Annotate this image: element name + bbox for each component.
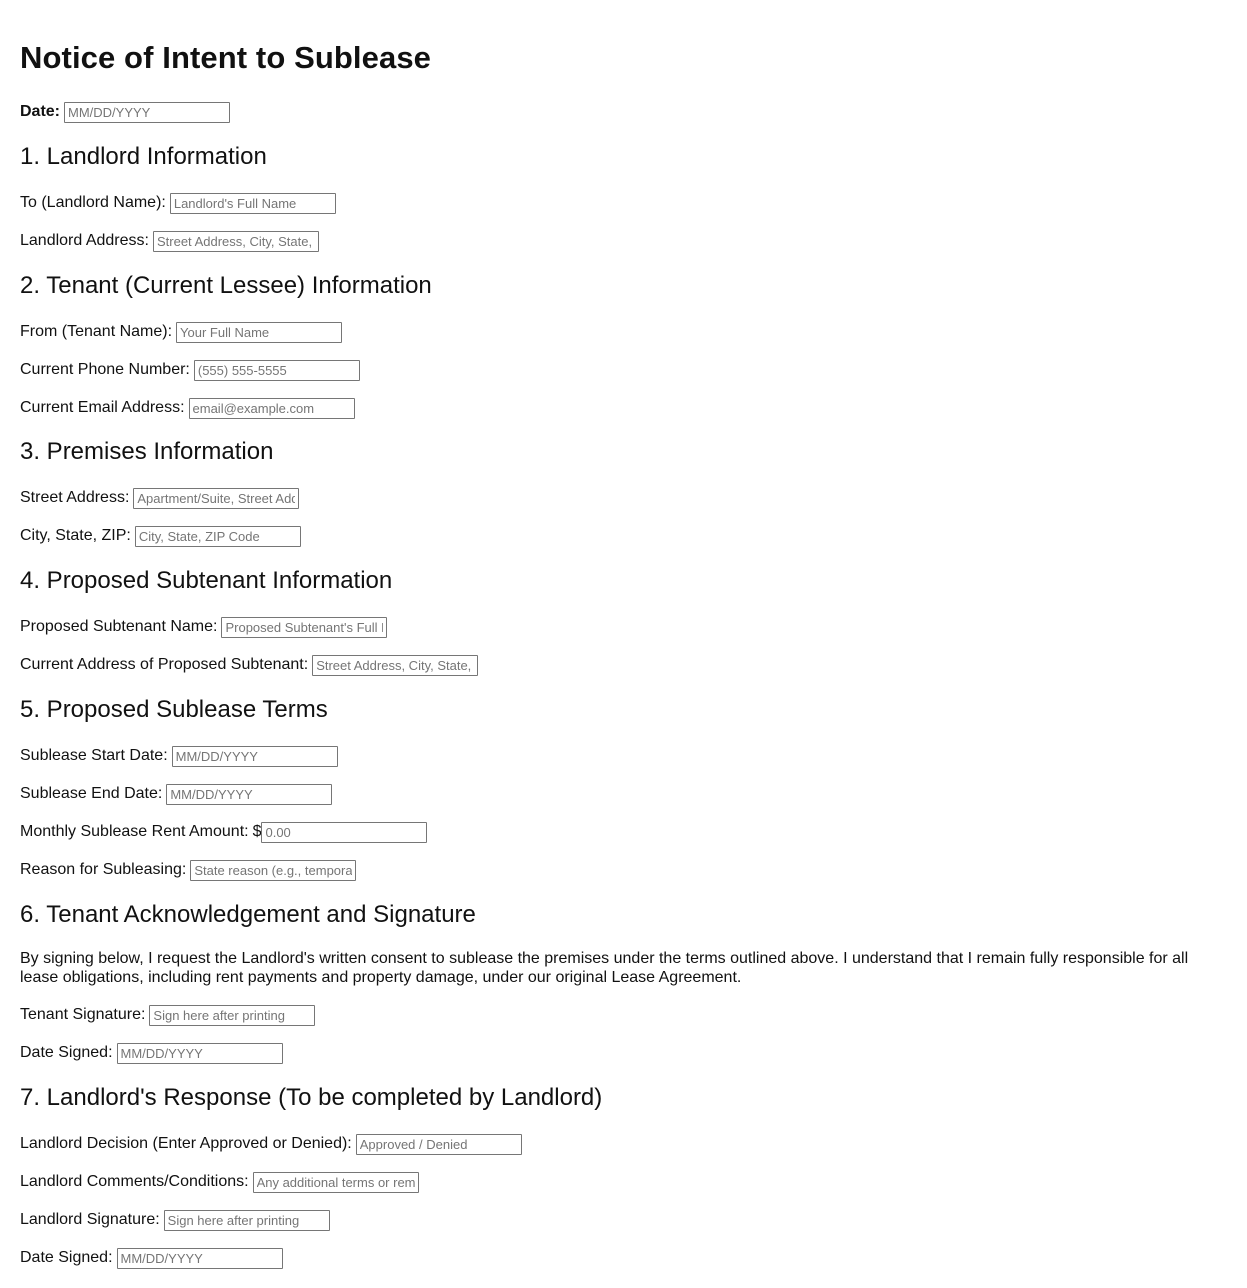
- section-heading-landlord: 1. Landlord Information: [20, 143, 267, 170]
- tenant-phone-input[interactable]: [194, 360, 360, 381]
- sublease-reason-label: Reason for Subleasing:: [20, 861, 187, 878]
- tenant-signature-input[interactable]: [149, 1005, 315, 1026]
- tenant-email-input[interactable]: [189, 398, 355, 419]
- section-heading-acknowledgement: 6. Tenant Acknowledgement and Signature: [20, 901, 476, 928]
- premises-city-label: City, State, ZIP:: [20, 527, 131, 544]
- subtenant-address-label: Current Address of Proposed Subtenant:: [20, 656, 309, 673]
- landlord-comments-input[interactable]: [253, 1172, 419, 1193]
- section-heading-premises: 3. Premises Information: [20, 438, 274, 465]
- landlord-date-signed-row: [20, 1247, 283, 1269]
- landlord-address-label: Landlord Address:: [20, 232, 149, 249]
- subtenant-address-input[interactable]: [312, 655, 478, 676]
- subtenant-address-row: [20, 654, 478, 676]
- sublease-end-row: [20, 783, 332, 805]
- sublease-end-input[interactable]: [166, 784, 332, 805]
- landlord-address-input[interactable]: [153, 231, 319, 252]
- tenant-date-signed-input[interactable]: [117, 1043, 283, 1064]
- section-heading-response: 7. Landlord's Response (To be completed by Landlord): [20, 1084, 603, 1111]
- sublease-reason-input[interactable]: [190, 860, 356, 881]
- landlord-signature-row: [20, 1209, 330, 1231]
- tenant-date-signed-label: Date Signed:: [20, 1044, 113, 1061]
- subtenant-name-input[interactable]: [221, 617, 387, 638]
- landlord-date-signed-label: Date Signed:: [20, 1249, 113, 1266]
- sublease-reason-row: [20, 859, 356, 881]
- premises-city-input[interactable]: [135, 526, 301, 547]
- premises-street-row: [20, 487, 299, 509]
- section-heading-terms: 5. Proposed Sublease Terms: [20, 696, 328, 723]
- sublease-rent-input[interactable]: [261, 822, 427, 843]
- sublease-start-input[interactable]: [172, 746, 338, 767]
- sublease-start-row: [20, 745, 338, 767]
- date-row: [20, 101, 230, 123]
- landlord-signature-label: Landlord Signature:: [20, 1211, 160, 1228]
- tenant-phone-row: [20, 359, 360, 381]
- landlord-address-row: [20, 230, 319, 252]
- tenant-date-signed-row: [20, 1042, 283, 1064]
- landlord-name-input[interactable]: [170, 193, 336, 214]
- premises-city-row: [20, 525, 301, 547]
- tenant-email-label: Current Email Address:: [20, 399, 185, 416]
- sublease-start-label: Sublease Start Date:: [20, 747, 168, 764]
- subtenant-name-row: [20, 616, 387, 638]
- tenant-signature-label: Tenant Signature:: [20, 1006, 146, 1023]
- landlord-comments-row: [20, 1171, 419, 1193]
- tenant-signature-row: [20, 1004, 315, 1026]
- tenant-name-row: [20, 321, 342, 343]
- tenant-name-label: From (Tenant Name):: [20, 323, 173, 340]
- section-heading-tenant: 2. Tenant (Current Lessee) Information: [20, 272, 432, 299]
- tenant-name-input[interactable]: [176, 322, 342, 343]
- date-input[interactable]: [64, 102, 230, 123]
- premises-street-label: Street Address:: [20, 489, 130, 506]
- sublease-rent-row: [20, 821, 427, 843]
- landlord-decision-input[interactable]: [356, 1134, 522, 1155]
- acknowledgement-paragraph: By signing below, I request the Landlord's written consent to sublease the premises under the terms outlined above. I understand that I remain fully responsible for all lease obligations, including rent payments and property damage, under our original Lease Agreement.: [20, 950, 1189, 986]
- tenant-email-row: [20, 397, 355, 419]
- date-label: Date:: [20, 103, 61, 120]
- landlord-comments-label: Landlord Comments/Conditions:: [20, 1173, 249, 1190]
- landlord-date-signed-input[interactable]: [117, 1248, 283, 1269]
- landlord-decision-label: Landlord Decision (Enter Approved or Denied):: [20, 1135, 352, 1152]
- section-heading-subtenant: 4. Proposed Subtenant Information: [20, 567, 393, 594]
- landlord-name-label: To (Landlord Name):: [20, 194, 166, 211]
- landlord-signature-input[interactable]: [164, 1210, 330, 1231]
- landlord-decision-row: [20, 1133, 522, 1155]
- premises-street-input[interactable]: [133, 488, 299, 509]
- subtenant-name-label: Proposed Subtenant Name:: [20, 618, 218, 635]
- tenant-phone-label: Current Phone Number:: [20, 361, 190, 378]
- sublease-end-label: Sublease End Date:: [20, 785, 163, 802]
- landlord-name-row: [20, 192, 336, 214]
- page-title: Notice of Intent to Sublease: [20, 40, 432, 75]
- currency-prefix: $: [252, 823, 262, 840]
- sublease-rent-label: Monthly Sublease Rent Amount:: [20, 823, 249, 840]
